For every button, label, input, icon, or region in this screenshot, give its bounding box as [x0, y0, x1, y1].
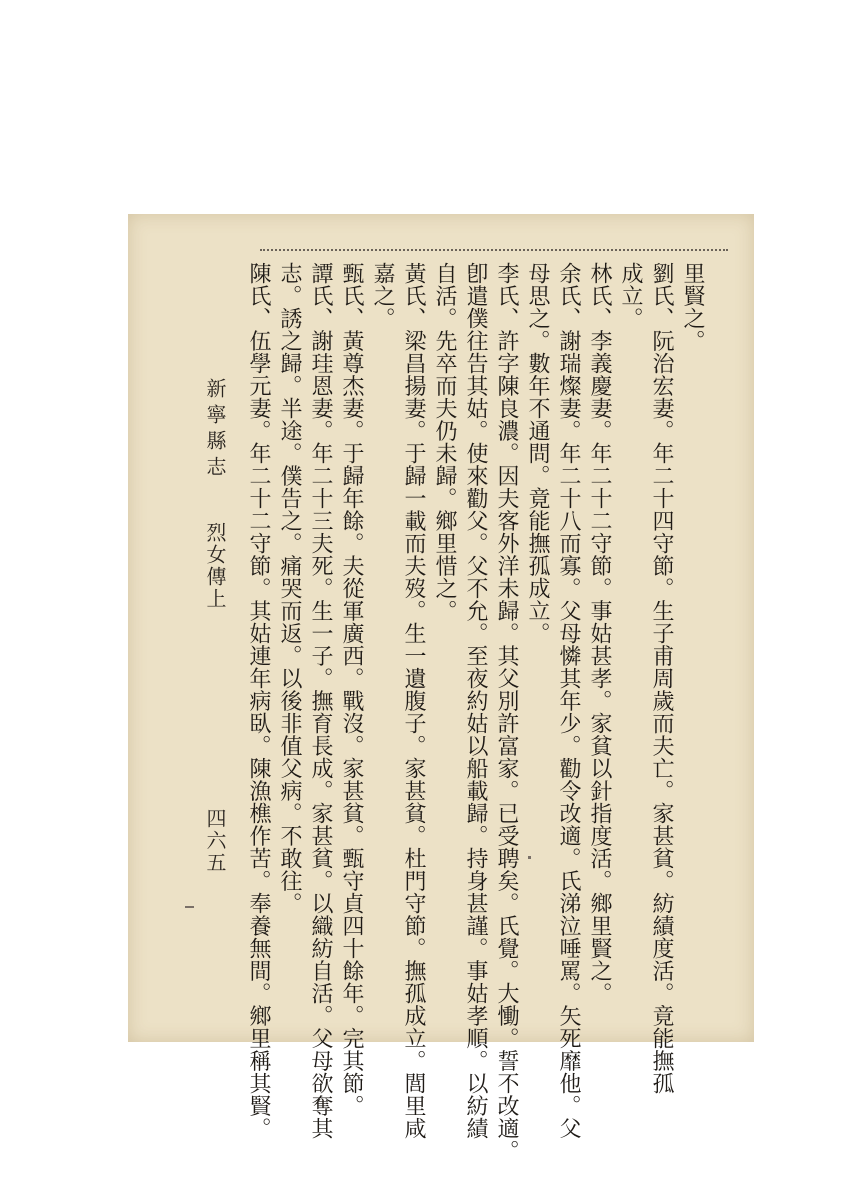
- page-number: 四六五: [203, 808, 227, 874]
- text-column-14: 志。誘之歸。半途。僕告之。痛哭而返。以後非值父病。不敢往。: [277, 262, 302, 915]
- text-column-5: 余氏、謝瑞燦妻。年二十八而寡。父母憐其年少。勸令改適。氏涕泣唾罵。矢死靡他。父: [556, 262, 581, 1140]
- text-column-8: 卽遣僕往告其姑。使來勸父。父不允。至夜約姑以船載歸。持身甚謹。事姑孝順。以紡績: [463, 262, 488, 1140]
- text-column-3: 成立。: [618, 262, 643, 330]
- text-column-12: 甄氏、黃尊杰妻。于歸年餘。夫從軍廣西。戰沒。家甚貧。甄守貞四十餘年。完其節。: [339, 262, 364, 1117]
- book-title: 新寧縣志: [203, 378, 227, 482]
- section-title: 烈女傳上: [203, 522, 227, 610]
- text-column-4: 林氏、李義慶妻。年二十二守節。事姑甚孝。家貧以針指度活。鄉里賢之。: [587, 262, 612, 1005]
- text-column-11: 嘉之。: [370, 262, 395, 330]
- text-column-13: 譚氏、謝珪恩妻。年二十三夫死。生一子。撫育長成。家甚貧。以織紡自活。父母欲奪其: [308, 262, 333, 1140]
- text-column-7: 李氏、許字陳良濃。因夫客外洋未歸。其父別許富家。已受聘矣。氏覺。大慟。誓不改適。: [494, 262, 519, 1162]
- dotted-header-rule: [260, 249, 728, 251]
- text-column-9: 自活。先卒而夫仍未歸。鄉里惜之。: [432, 262, 457, 622]
- text-column-1: 里賢之。: [680, 262, 705, 352]
- text-column-10: 黃氏、梁昌揚妻。于歸一載而夫歿。生一遺腹子。家甚貧。杜門守節。撫孤成立。閭里咸: [401, 262, 426, 1140]
- text-column-2: 劉氏、阮治宏妻。年二十四守節。生子甫周歲而夫亡。家甚貧。紡績度活。竟能撫孤: [649, 262, 674, 1095]
- text-column-6: 母思之。數年不通問。竟能撫孤成立。: [525, 262, 550, 645]
- text-column-15: 陳氏、伍學元妻。年二十二守節。其姑連年病臥。陳漁樵作苦。奉養無間。鄉里稱其賢。: [246, 262, 271, 1140]
- scan-speck: [528, 856, 531, 859]
- scan-speck: [185, 906, 194, 908]
